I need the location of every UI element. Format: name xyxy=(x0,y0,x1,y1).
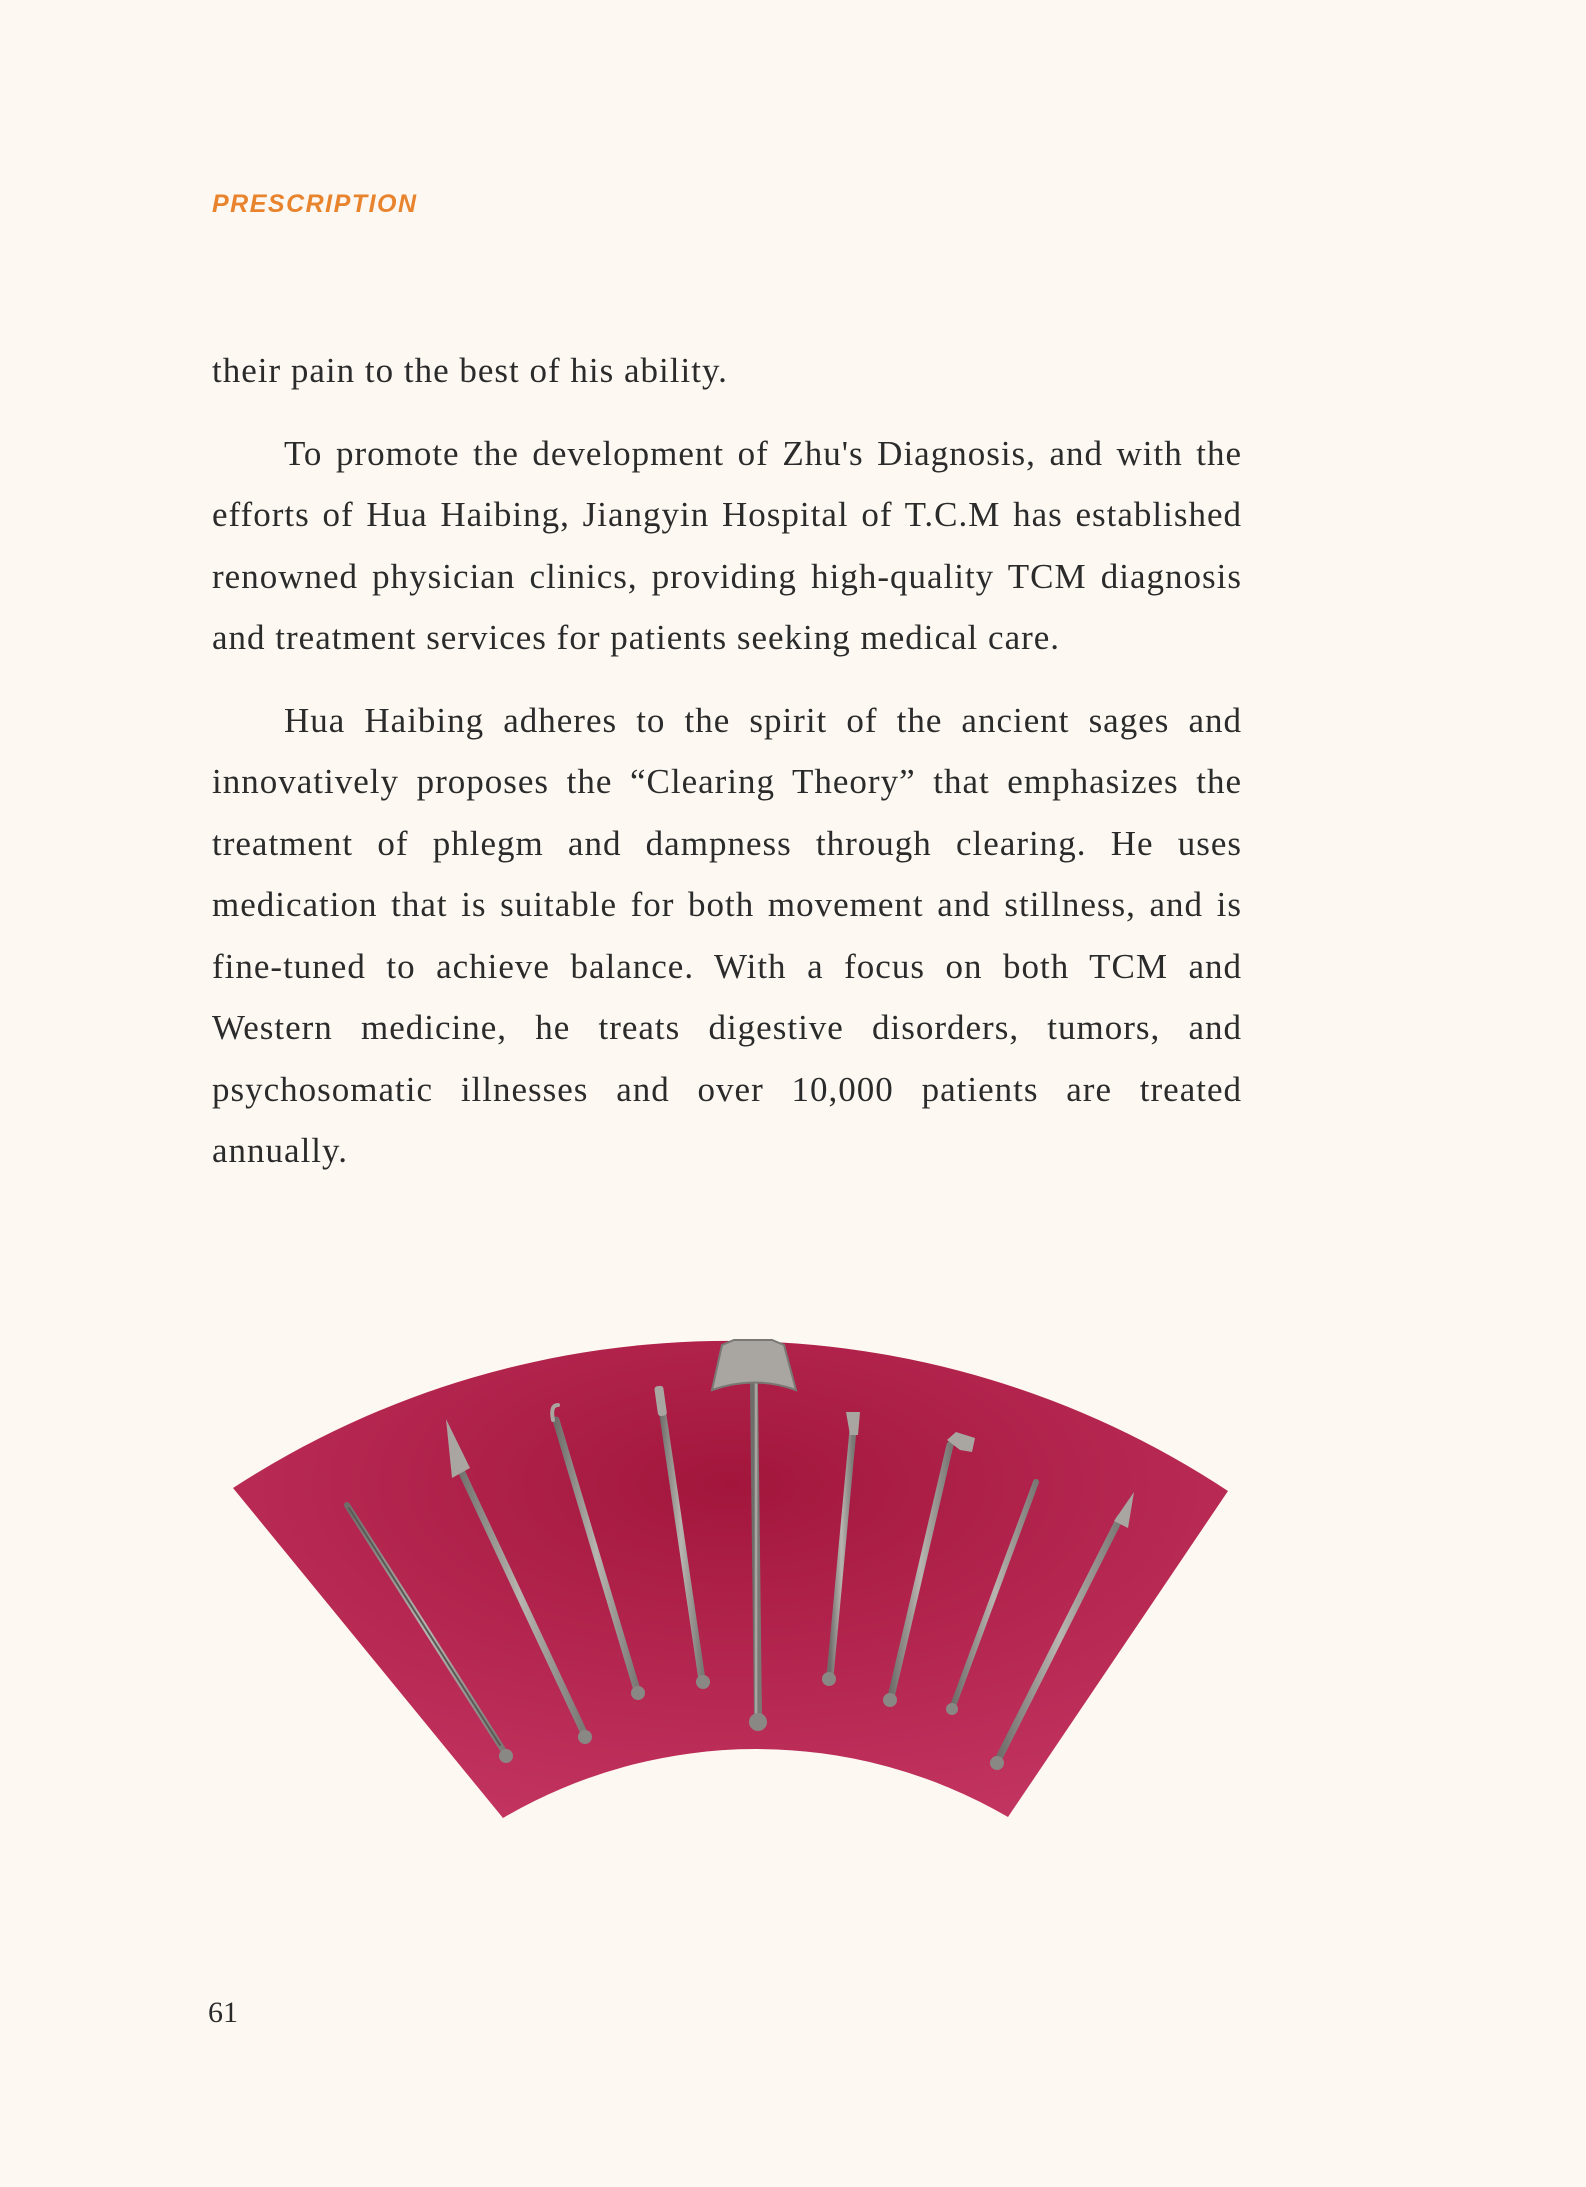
red-fan-backdrop xyxy=(233,1341,1228,1818)
paragraph-clinics: To promote the development of Zhu's Diagnosis, and with the efforts of Hua Haibing, Jiangyin Hospital of T.C.M has established renowned physician clinics, providing high-quality TCM diagnosis and treatment services for patients seeking medical care. xyxy=(212,433,1242,657)
section-label: PRESCRIPTION xyxy=(212,190,418,218)
paragraph-clearing-theory: Hua Haibing adheres to the spirit of the ancient sages and innovatively proposes the “Clearing Theory” that emphasizes the treatment of phlegm and dampness through clearing. He uses medication that is suitable for both movement and stillness, and is fine-tuned to achieve balance. With a focus on both TCM and Western medicine, he treats digestive disorders, tumors, and psychosomatic illnesses and over 10,000 patients are treated annually. xyxy=(212,700,1242,1170)
body-text xyxy=(212,340,1242,1203)
page-number: 61 xyxy=(208,1996,238,2029)
paragraph-continuation: their pain to the best of his ability. xyxy=(212,351,728,390)
acupuncture-needles-figure xyxy=(0,1280,1586,1840)
